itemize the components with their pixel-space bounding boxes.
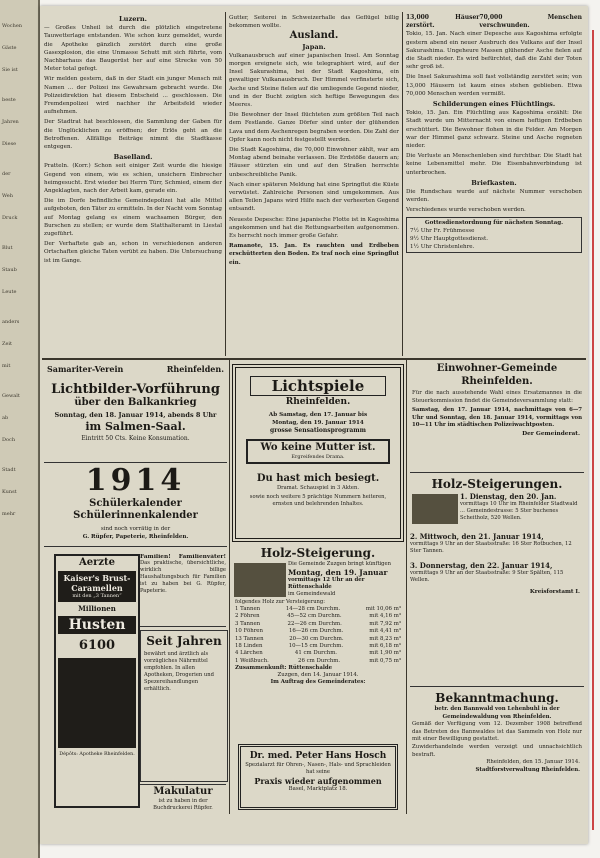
ad-entry: Eintritt 50 Cts. Keine Konsumation.: [81, 435, 190, 442]
strip-word: Kunst: [2, 489, 17, 495]
newspaper-page: [40, 6, 588, 844]
church-line: 1½ Uhr Christenlehre.: [410, 244, 475, 251]
strip-word: mehr: [2, 511, 16, 517]
ad-title: Holz-Steigerung.: [260, 546, 376, 560]
heading-luzern: Luzern.: [119, 15, 147, 23]
column-1: [44, 14, 222, 356]
ad-brand: Caramellen: [71, 583, 123, 593]
paragraph: Wir melden gestern, daß in der Stadt ein junger Mensch mit Namen ... der Polizei ins Gewahrsam gebracht wurde. Die Polizeidirektion hat diesem Entscheid ... geschlossen. Die Fremdenpolizei wird nachher ihr Arbeitsfeld wieder aufnehmen.: [44, 76, 222, 116]
ad-subtitle: Rheinfelden.: [285, 397, 351, 407]
ad-samariter: [44, 362, 227, 463]
ad-header: Aerzte: [78, 557, 116, 568]
ad-signoff: Zuzgen, den 14. Januar 1914.: [277, 672, 359, 679]
ad-text: Für die nach ausstehende Wahl eines Ersatzmannes in die Steuerkommission findet die Gemeindeversammlung statt:: [412, 390, 582, 404]
paragraph: — Großes Unheil ist durch die plötzlich eingetretene Tauwetterlage entstanden. Wie schon kurz gemeldet, wurde die Apotheke gänzlich zerstört durch eine große Gasexplosion, die eine Unmasse Schutt mit sich führte, vom Nachbarhaus das Baugerüst her auf eine Strecke von 50 Meter total gefegt.: [44, 25, 222, 73]
wood-cell: 26 cm Durchm.: [298, 657, 341, 664]
wood-cell: 16—26 cm Durchm.: [288, 628, 344, 635]
strip-word: ab: [2, 415, 9, 421]
ad-line: G. Rüpfer, Papeterie, Rheinfelden.: [82, 534, 189, 540]
ad-title: Bekanntmachung.: [435, 691, 559, 705]
strip-word: Zeit: [2, 341, 13, 347]
strip-word: Jahren: [2, 119, 19, 125]
ad-line: Schülerkalender: [89, 498, 182, 509]
ad-text: Das praktische, übersichtliche, wirklich billige Haushaltungsbuch für Familien ist zu haben bei G. Rüpfer, Papeterie.: [140, 560, 226, 594]
paragraph: Neueste Depesche: Eine japanische Flotte ist in Kagoshima angekommen und hat die Rettungsarbeiten aufgenommen. Es herrscht noch immer große Gefahr.: [229, 216, 399, 240]
paragraph: Pratteln. (Korr.) Schon seit einiger Zeit wurde die hiesige Gegend von einem, wie es schien, unsichern Einbrecher heimgesucht. Erst wieder bei Herrn Türr, Schmied, einem der Angeklagten, nach der Arbeit kam, gerade ein.: [44, 163, 222, 195]
ad-text: Spezialarzt für Ohren-, Nasen-, Hals- und Sprachleiden hat seine: [245, 762, 391, 775]
ad-date: Montag, den 19. Januar: [288, 568, 388, 577]
strip-word: Doch: [2, 437, 16, 443]
heading-baselland: Baselland.: [113, 153, 153, 162]
ad-venue: im Salmen-Saal.: [85, 420, 186, 433]
paragraph: Die Stadt Kagoshima, die 70,000 Einwohner zählt, war am Montag abend beinahe verlassen. Die Erdstöße dauern an; Häuser stürzten ein und auf den Straßen herrschte unbeschreibliche Panik.: [229, 147, 399, 178]
ad-text: folgendes Holz zur Versteigerung:: [235, 599, 325, 605]
paragraph: Tokio, 15. Jan. Ein Flüchtling aus Kagoshima erzählt: Die Stadt wurde um Mitternacht von einem heftigen Erdbeben erschüttert. Die Bewohner flohen in die Felder. Am Morgen war der Himmel ganz schwarz. Steine und Asche regneten nieder.: [406, 110, 582, 150]
strip-word: Weh: [2, 193, 13, 199]
wood-cell: 2 Föhren: [235, 613, 260, 620]
ad-title-right: Familienväter!: [178, 554, 226, 560]
ad-film-note: Ergreifendes Drama.: [291, 454, 345, 460]
strip-word: mit: [2, 363, 11, 369]
ad-film-note: Dramat. Schauspiel in 3 Akten.: [276, 485, 359, 491]
column-divider: [229, 360, 230, 814]
ad-title: Dr. med. Peter Hans Hosch: [249, 751, 387, 761]
ad-text: Zusammenkunft: Rüttenschalde: [235, 665, 333, 672]
wood-cell: 3 Tannen: [235, 620, 261, 627]
wood-cell: mit 8,23 m³: [369, 635, 401, 642]
ad-date: Sonntag, den 18. Januar 1914, abends 8 Uhr: [54, 411, 217, 419]
banner-left: 13,000 Häuser zerstört.: [406, 14, 480, 30]
forest-woodcut-image: [412, 494, 458, 524]
paragraph: Die im Dorfe befindliche Gemeindepolizei hat alle Mittel aufgeboten, den Täter zu ermitteln. In der Nacht vom Sonntag auf Montag gelang es einem wachsamen Bürger, den Burschen zu stellen; er wurde dem Statthalteramt in Liestal zugeführt.: [44, 198, 222, 238]
ad-bekanntmachung: [410, 690, 584, 814]
banner-right: 70,000 Menschen verschwunden.: [479, 14, 582, 30]
ad-subtitle: über den Balkankrieg: [74, 397, 197, 408]
ad-date: Ab Samstag, den 17. Januar bis: [268, 412, 368, 418]
wood-cell: 4 Lärchen: [235, 650, 263, 657]
wood-cell: 22—26 cm Durchm.: [287, 620, 342, 627]
ad-brand: mit den „3 Tannen“: [72, 593, 122, 599]
wood-cell: mit 0,75 m³: [369, 657, 401, 664]
strip-word: anders: [2, 319, 20, 325]
church-title: Gottesdienstordnung für nächsten Sonntag.: [424, 219, 564, 226]
wood-cell: 13 Tannen: [235, 635, 264, 642]
wood-cell: 45—52 cm Durchm.: [287, 613, 342, 620]
ad-signoff: Der Gemeinderat.: [522, 430, 580, 437]
ad-item-title: 2. Mittwoch, den 21. Januar 1914,: [410, 532, 544, 541]
ad-date: Montag, den 19. Januar 1914: [272, 419, 364, 426]
ad-item-title: 3. Donnerstag, den 22. Januar 1914,: [410, 561, 553, 570]
ad-signoff: Kreisforstamt I.: [529, 589, 580, 595]
ad-familien: [140, 554, 226, 627]
wood-cell: mit 7,92 m³: [369, 620, 401, 627]
heading-ausland: Ausland.: [289, 30, 339, 42]
ad-millions: Millionen: [78, 604, 116, 613]
ad-text: Die Gemeinde Zuzgen bringt künftigen: [288, 561, 391, 567]
heading-briefkasten: Briefkasten.: [471, 178, 517, 187]
ad-dr-hosch: [238, 744, 398, 810]
ad-text: Zuwiderhandelnde werden verzeigt und unnachsichtlich bestraft.: [412, 743, 582, 758]
ad-text: ist zu haben in der Buchdruckerei Rüpfer.: [153, 798, 213, 811]
ad-number: 6100: [78, 638, 116, 653]
ad-title: Holz-Steigerungen.: [431, 477, 563, 491]
wood-cell: mit 4,41 m³: [369, 628, 401, 635]
wood-cell: mit 4,16 m³: [369, 613, 401, 620]
paragraph: Die Verluste an Menschenleben sind furchtbar. Die Stadt hat keine Lebensmittel mehr. Die Eisenbahnverbindung ist unterbrochen.: [406, 153, 582, 176]
ad-item-text: vormittags 10 Uhr im Rheinfelder Stadtwald ... Gemeindestrasse: 5 Ster buchenes Scheitholz, 520 Wellen.: [460, 501, 578, 521]
ad-signoff: Rheinfelden, den 15. Januar 1914.: [486, 759, 580, 766]
wood-row: [235, 613, 401, 620]
wood-cell: 10—15 cm Durchm.: [288, 643, 344, 650]
wood-cell: 18 Linden: [235, 643, 263, 650]
ad-product: Husten: [58, 616, 136, 634]
ad-1914-kalender: [44, 464, 227, 547]
column-divider: [402, 12, 403, 356]
column-3: [406, 14, 582, 356]
strip-word: der: [2, 171, 11, 177]
strip-word: Gäste: [2, 45, 17, 51]
ad-place: im Gemeindewald: [288, 591, 336, 597]
wood-cell: mit 1,90 m³: [369, 650, 401, 657]
ad-signoff: Im Auftrag des Gemeinderates:: [270, 679, 366, 686]
ad-time: vormittags 12 Uhr an der Rüttenschalde: [288, 577, 365, 590]
ad-signoff: Stadtforstverwaltung Rheinfelden.: [475, 766, 580, 773]
ad-film: Du hast mich besiegt.: [256, 473, 380, 484]
ad-makulatur: [140, 784, 226, 815]
paragraph: Die Rundschau wurde auf nächste Nummer verschoben werden.: [406, 189, 582, 204]
wood-cell: 1 Tannen: [235, 606, 261, 612]
section-divider: [42, 358, 586, 360]
strip-word: Staub: [2, 267, 17, 273]
wood-cell: 14—28 cm Durchm.: [285, 606, 341, 612]
ad-text: bewährt und ärztlich als vorzügliches Nährmittel empfohlen. In allen Apotheken, Drogerien und Spezereihandlungen erhältlich.: [144, 651, 214, 692]
ad-brand: Kaiser's Brust-: [63, 573, 131, 583]
paragraph: Die Insel Sakurashima soll fast vollständig zerstört sein; von 13,000 Häusern ist kaum eines stehen geblieben. Etwa 70,000 Menschen werden vermißt.: [406, 74, 582, 97]
ad-kaisers-caramellen: [54, 554, 140, 808]
ad-title: Einwohner-Gemeinde Rheinfelden.: [436, 363, 558, 387]
wood-list: [232, 606, 404, 665]
church-line: 9½ Uhr Hauptgottesdienst.: [410, 236, 488, 243]
wood-row: [235, 650, 401, 657]
wood-row: [235, 628, 401, 635]
strip-word: beste: [2, 97, 16, 103]
ad-text: Basel, Marktplatz 18.: [288, 786, 348, 792]
wood-cell: mit 10,06 m³: [365, 606, 401, 612]
wood-row: [235, 636, 401, 643]
ad-footer: Dépôts: Apotheke Rheinfelden.: [59, 752, 135, 757]
forest-woodcut-image: [234, 563, 286, 597]
ad-line: Schülerinnenkalender: [73, 510, 198, 521]
column-divider: [225, 12, 226, 356]
ad-text: Gemäß der Verfügung vom 12. Dezember 1908 betreffend das Betreten des Bannwaldes ist das Sammeln von Holz nur mit einer Bewilligung gestattet.: [412, 721, 582, 743]
strip-word: Wochen: [2, 23, 23, 29]
adjacent-page-strip: [0, 0, 40, 858]
ad-seit-jahren: [140, 630, 228, 782]
ad-year: 1914: [85, 464, 186, 498]
ad-line: sind noch vorrätig in der: [100, 526, 171, 532]
ad-header-left: Samariter-Verein: [47, 364, 124, 374]
ad-text: betr. den Bannwald von Lehenbuhl in der Gemeindewaldung von Rheinfelden.: [434, 706, 560, 720]
paragraph: Gutter, Seiterei in Schweizerhalle das Geflügel billig bekommen wollte.: [229, 15, 399, 30]
ad-title: Seit Jahren: [146, 634, 222, 648]
ad-item-text: vormittags 9 Uhr an der Staatsstraße: 9 Ster Spälten, 115 Wellen.: [410, 570, 564, 583]
paragraph: Tokio, 15. Jan. Nach einer Depesche aus Kagoshima erfolgte gestern abend ein neuer Ausbruch des Vulkans auf der Insel Sakurashima. Ungeheure Massen glühender Asche fielen auf die Stadt nieder. Es wird befürchtet, daß die Zahl der Toten sehr groß ist.: [406, 31, 582, 71]
strip-word: Diese: [2, 141, 17, 147]
ad-title: Makulatur: [153, 786, 213, 797]
strip-word: Blut: [2, 245, 13, 251]
ad-program: grosse Sensationsprogramm: [270, 427, 366, 434]
ad-title: Lichtspiele: [250, 376, 386, 396]
strip-word: Sie ist: [2, 67, 18, 73]
strip-word: Leute: [2, 289, 17, 295]
ad-item-text: vormittags 9 Uhr an der Staatsstraße: 16 Ster Rotbuchen, 12 Ster Tannen.: [410, 541, 572, 554]
paragraph: Verschiedenes wurde verschoben werden.: [406, 207, 526, 214]
paragraph: Der Stadtrat hat beschlossen, die Sammlung der Gaben für die Unglücklichen zu eröffnen; der Erlös geht an die Betroffenen. Allfällige Beiträge nimmt die Stadtkasse entgegen.: [44, 119, 222, 151]
strip-word: Gewalt: [2, 393, 20, 399]
wood-cell: 41 cm Durchm.: [294, 650, 338, 657]
wood-cell: 20—30 cm Durchm.: [289, 635, 344, 642]
column-divider: [406, 360, 407, 814]
ad-holz-steigerungen: [410, 476, 584, 687]
strip-word: Druck: [2, 215, 18, 221]
ad-footer: sowie noch weitere 5 prächtige Nummern heiteren, ernsten und belehrenden Inhaltes.: [249, 494, 387, 507]
paragraph: Ramanote, 15. Jan. Es rauchten und Erdbeben erschütterten den Boden. Es traf noch eine Springflut ein.: [229, 243, 399, 266]
headline-banner: [406, 14, 582, 30]
ad-text: Samstag, den 17. Januar 1914, nachmittags von 6—7 Uhr und Sonntag, den 18. Januar 1914, vormittags von 10—11 Uhr im städtischen Polizeiwachtposten.: [412, 407, 582, 429]
ad-title-left: Familien!: [140, 554, 171, 560]
ad-film: Wo keine Mutter ist.: [260, 442, 376, 453]
ad-lichtspiele: [232, 364, 404, 542]
ad-item-title: 1. Dienstag, den 20. Jan.: [460, 492, 557, 501]
church-schedule: [406, 217, 582, 254]
strip-word: Stadt: [2, 467, 16, 473]
ad-einwohner-gemeinde: [410, 362, 584, 473]
paragraph: Der Verhaftete gab an, schon in verschiedenen anderen Ortschaften gleiche Taten verübt zu haben. Die Untersuchung ist im Gange.: [44, 241, 222, 264]
wood-cell: mit 6,18 m³: [369, 643, 401, 650]
ad-header-right: Rheinfelden.: [166, 364, 224, 374]
red-margin-mark: [592, 0, 596, 858]
ad-holz-steigerung-zuzgen: [232, 546, 404, 742]
paragraph: Nach einer späteren Meldung hat eine Springflut die Küste verwüstet. Zahlreiche Personen sind umgekommen. Aus allen Teilen Japans wird Hilfe nach der verheerten Gegend entsandt.: [229, 181, 399, 213]
church-line: 7½ Uhr Fr. Frühmesse: [410, 227, 475, 234]
wood-cell: 1 Weißbuch.: [235, 657, 269, 664]
heading-fluechtling: Schilderungen eines Flüchtlings.: [432, 100, 556, 109]
wood-cell: 10 Föhren: [235, 628, 263, 635]
paragraph: Vulkanausbruch auf einer japanischen Insel. Am Sonntag morgen ereignete sich, wie telegraphiert wird, auf der Insel Sakurashima, bei der Stadt Kagoshima, ein gewaltiger Vulkanausbruch. Der Himmel verfinsterte sich, Asche und Steine fielen auf die umliegende Gegend nieder, und in der Bucht zeigten sich heftige Bewegungen des Meeres.: [229, 52, 399, 109]
paragraph: Die Bewohner der Insel flüchteten zum größten Teil nach dem Festlande. Ganze Dörfer sind unter der glühenden Lava und dem Aschenregen begraben worden. Die Zahl der Opfer kann noch nicht festgestellt werden.: [229, 112, 399, 143]
heading-japan: Japan.: [302, 42, 326, 51]
ad-title: Lichtbilder-Vorführung: [51, 382, 220, 397]
column-2: [229, 14, 399, 356]
ad-text: Praxis wieder aufgenommen: [254, 776, 382, 786]
